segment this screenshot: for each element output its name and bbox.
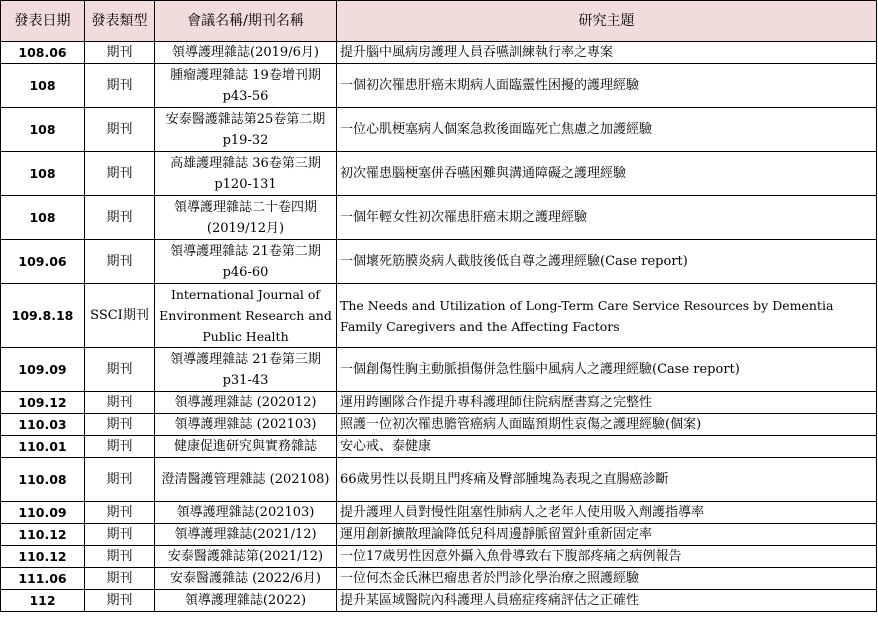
topic-cell: 運用跨團隊合作提升專科護理師住院病歷書寫之完整性 <box>337 392 877 414</box>
type-cell: 期刊 <box>85 590 155 612</box>
type-cell: 期刊 <box>85 502 155 524</box>
date-cell: 111.06 <box>1 568 85 590</box>
journal-cell: 領導護理雜誌 21卷第二期p46-60 <box>155 240 337 284</box>
header-journal: 會議名稱/期刊名稱 <box>155 1 337 42</box>
header-date: 發表日期 <box>1 1 85 42</box>
date-cell: 108 <box>1 108 85 152</box>
journal-cell: 安泰醫護雜誌第25卷第二期p19-32 <box>155 108 337 152</box>
header-row <box>1 1 877 42</box>
type-cell: 期刊 <box>85 414 155 436</box>
table-row <box>1 414 877 436</box>
table-row <box>1 458 877 502</box>
type-cell: 期刊 <box>85 568 155 590</box>
topic-cell: 一個初次罹患肝癌末期病人面臨靈性困擾的護理經驗 <box>337 64 877 108</box>
type-cell: 期刊 <box>85 64 155 108</box>
type-cell: 期刊 <box>85 42 155 64</box>
date-cell: 108.06 <box>1 42 85 64</box>
table-row <box>1 42 877 64</box>
table-row <box>1 240 877 284</box>
date-cell: 108 <box>1 196 85 240</box>
date-cell: 108 <box>1 64 85 108</box>
date-cell: 110.01 <box>1 436 85 458</box>
type-cell: SSCI期刊 <box>85 284 155 348</box>
type-cell: 期刊 <box>85 108 155 152</box>
topic-cell: 一個創傷性胸主動脈損傷併急性腦中風病人之護理經驗(Case report) <box>337 348 877 392</box>
table-row <box>1 108 877 152</box>
topic-cell: 一個壞死筋膜炎病人截肢後低自尊之護理經驗(Case report) <box>337 240 877 284</box>
date-cell: 112 <box>1 590 85 612</box>
table-row <box>1 392 877 414</box>
header-topic: 研究主題 <box>337 1 877 42</box>
date-cell: 110.09 <box>1 502 85 524</box>
table-row <box>1 196 877 240</box>
date-cell: 110.12 <box>1 546 85 568</box>
topic-cell: 安心戒、泰健康 <box>337 436 877 458</box>
type-cell: 期刊 <box>85 392 155 414</box>
journal-cell: 領導護理雜誌二十卷四期(2019/12月) <box>155 196 337 240</box>
table-row <box>1 502 877 524</box>
date-cell: 108 <box>1 152 85 196</box>
topic-cell: 66歲男性以長期且門疼痛及臀部腫塊為表現之直腸癌診斷 <box>337 458 877 502</box>
date-cell: 109.8.18 <box>1 284 85 348</box>
table-row <box>1 284 877 348</box>
journal-cell: 領導護理雜誌 (202103) <box>155 414 337 436</box>
journal-cell: 安泰醫護雜誌 (2022/6月) <box>155 568 337 590</box>
type-cell: 期刊 <box>85 348 155 392</box>
journal-cell: 領導護理雜誌(2021/12) <box>155 524 337 546</box>
journal-cell: 領導護理雜誌(2019/6月) <box>155 42 337 64</box>
type-cell: 期刊 <box>85 436 155 458</box>
journal-cell: 領導護理雜誌 (202012) <box>155 392 337 414</box>
type-cell: 期刊 <box>85 458 155 502</box>
journal-cell: 澄清醫護管理雜誌 (202108) <box>155 458 337 502</box>
type-cell: 期刊 <box>85 196 155 240</box>
topic-cell: The Needs and Utilization of Long-Term Care Service Resources by Dementia Family Caregivers and the Affecting Factors <box>337 284 877 348</box>
journal-cell: International Journal of Environment Research and Public Health <box>155 284 337 348</box>
table-row <box>1 152 877 196</box>
journal-cell: 領導護理雜誌 21卷第三期p31-43 <box>155 348 337 392</box>
journal-cell: 腫瘤護理雜誌 19卷增刊期p43-56 <box>155 64 337 108</box>
journal-cell: 領導護理雜誌(202103) <box>155 502 337 524</box>
table-row <box>1 546 877 568</box>
topic-cell: 提升腦中風病房護理人員吞嚥訓練執行率之專案 <box>337 42 877 64</box>
header-type: 發表類型 <box>85 1 155 42</box>
type-cell: 期刊 <box>85 524 155 546</box>
topic-cell: 一位17歲男性因意外攝入魚骨導致右下腹部疼痛之病例報告 <box>337 546 877 568</box>
table-row <box>1 568 877 590</box>
type-cell: 期刊 <box>85 152 155 196</box>
type-cell: 期刊 <box>85 546 155 568</box>
table-row <box>1 348 877 392</box>
date-cell: 110.12 <box>1 524 85 546</box>
date-cell: 109.06 <box>1 240 85 284</box>
topic-cell: 初次罹患腦梗塞併吞嚥困難與溝通障礙之護理經驗 <box>337 152 877 196</box>
journal-cell: 安泰醫護雜誌第(2021/12) <box>155 546 337 568</box>
table-row <box>1 524 877 546</box>
type-cell: 期刊 <box>85 240 155 284</box>
topic-cell: 提升某區域醫院內科護理人員癌症疼痛評估之正確性 <box>337 590 877 612</box>
table-row <box>1 436 877 458</box>
topic-cell: 照護一位初次罹患膽管癌病人面臨預期性哀傷之護理經驗(個案) <box>337 414 877 436</box>
topic-cell: 運用創新擴散理論降低兒科周邊靜脈留置針重新固定率 <box>337 524 877 546</box>
journal-cell: 高雄護理雜誌 36卷第三期p120-131 <box>155 152 337 196</box>
date-cell: 110.08 <box>1 458 85 502</box>
date-cell: 109.12 <box>1 392 85 414</box>
topic-cell: 提升護理人員對慢性阻塞性肺病人之老年人使用吸入劑護指導率 <box>337 502 877 524</box>
topic-cell: 一位何杰金氏淋巴瘤患者於門診化學治療之照護經驗 <box>337 568 877 590</box>
topic-cell: 一位心肌梗塞病人個案急救後面臨死亡焦慮之加護經驗 <box>337 108 877 152</box>
journal-cell: 健康促進研究與實務雜誌 <box>155 436 337 458</box>
date-cell: 110.03 <box>1 414 85 436</box>
journal-cell: 領導護理雜誌(2022) <box>155 590 337 612</box>
table-row <box>1 590 877 612</box>
table-row <box>1 64 877 108</box>
topic-cell: 一個年輕女性初次罹患肝癌末期之護理經驗 <box>337 196 877 240</box>
date-cell: 109.09 <box>1 348 85 392</box>
